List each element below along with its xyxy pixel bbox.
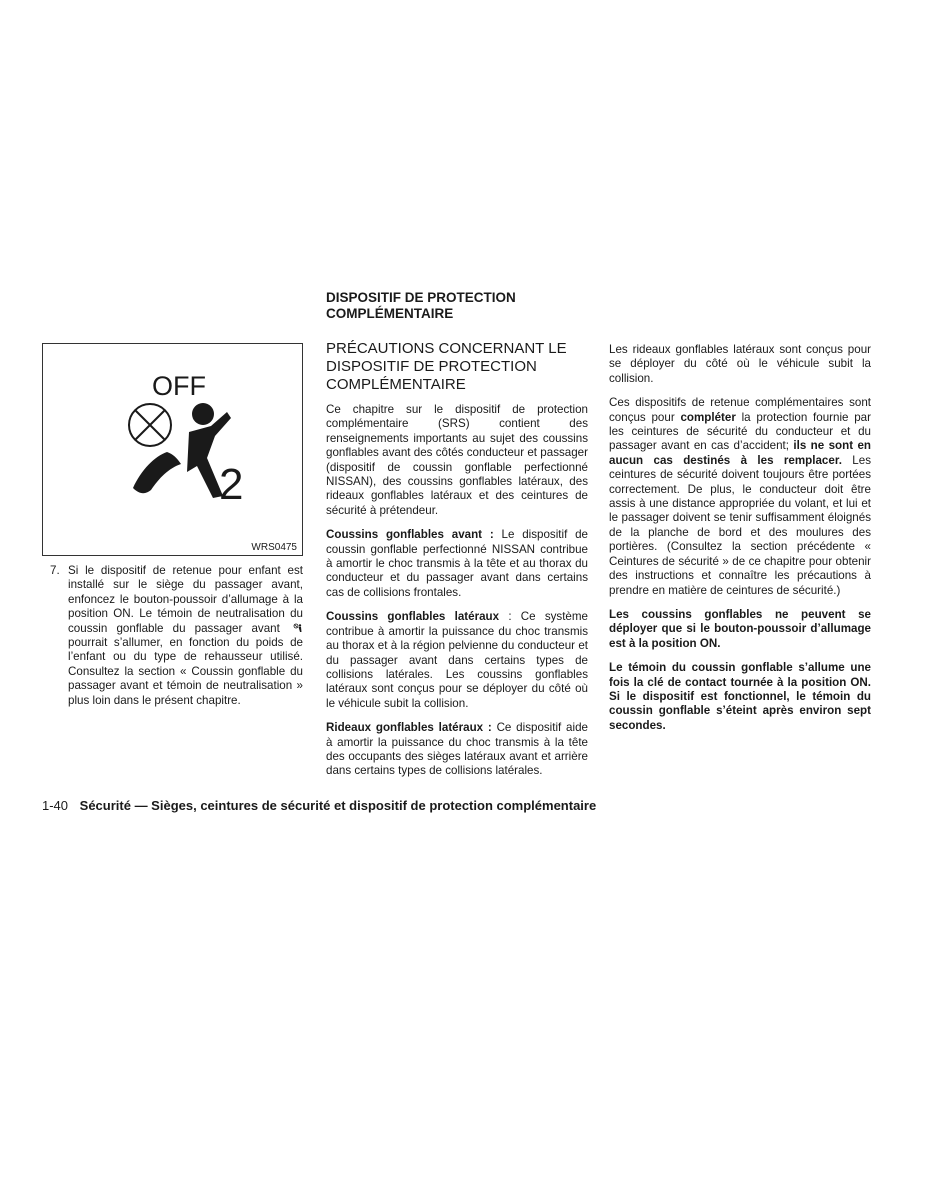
p2-text-a: Ces dispositifs de retenue complémentaires sont conçus pour — [609, 396, 871, 424]
page-footer — [42, 798, 596, 813]
middle-column — [326, 403, 588, 789]
section-subheading: PRÉCAUTIONS CONCERNANT LE DISPOSITIF DE PROTECTION COMPLÉMENTAIRE — [326, 340, 567, 393]
airbag-off-passenger-icon — [115, 396, 245, 501]
footer-title: Sécurité — Sièges, ceintures de sécurité et dispositif de protection complémentaire — [79, 798, 597, 813]
p2-text-c: la protection fournie par les ceintures de sécurité du conducteur et du passager avant en cas d’accident; — [609, 410, 871, 453]
airbag-off-figure — [42, 343, 303, 556]
svg-text:2: 2 — [219, 460, 244, 501]
curtain-airbag-paragraph — [326, 721, 588, 779]
front-airbag-paragraph — [326, 528, 588, 600]
right-paragraph-2 — [609, 396, 871, 598]
list-text-before-icon: Si le dispositif de retenue pour enfant est installé sur le siège du passager avant, enfoncez le bouton-poussoir d’allumage à la position ON. Le témoin de neutralisation du coussin gonflable du passager avant — [68, 564, 303, 635]
side-airbag-text: : Ce système contribue à amortir la puissance du choc transmis au thorax et à la région pelvienne du conducteur et du passager avant dans certains types de collisions latérales. Les coussins gonflables latéraux sont conçus pour se déployer du côté où le véhicule subit la collision. — [326, 610, 588, 710]
intro-paragraph: Ce chapitre sur le dispositif de protection complémentaire (SRS) contient des renseignements importants au sujet des coussins gonflables avant des côtés conducteur et passager (dispositif de coussin gonflable perfectionné NISSAN), des coussins gonflables latéraux, des rideaux gonflables latéraux et des ceintures de sécurité à prétendeur. — [326, 403, 588, 517]
right-paragraph-3: Les coussins gonflables ne peuvent se déployer que si le bouton-poussoir d’allumage est à la position ON. — [609, 607, 871, 650]
right-paragraph-1: Les rideaux gonflables latéraux sont conçus pour se déployer du côté où le véhicule subit la collision. — [609, 343, 871, 385]
curtain-airbag-text: Ce dispositif aide à amortir la puissance du choc transmis à la tête des occupants des sièges latéraux avant et arrière dans certains types de collisions latérales. — [326, 721, 588, 778]
p2-bold-warning: ils ne sont en aucun cas destinés à les remplacer. — [609, 439, 871, 467]
list-text — [68, 564, 303, 708]
figure-off-label: OFF — [152, 371, 206, 401]
passenger-airbag-off-icon — [293, 623, 303, 633]
side-airbag-label: Coussins gonflables latéraux — [326, 610, 500, 624]
front-airbag-label: Coussins gonflables avant : — [326, 528, 494, 542]
right-paragraph-4: Le témoin du coussin gonflable s’allume une fois la clé de contact tournée à la position ON. Si le dispositif est fonctionnel, le témoin du coussin gonflable s’éteint après environ sept secondes. — [609, 661, 871, 732]
p2-bold-complete: compléter — [680, 410, 736, 424]
curtain-airbag-label: Rideaux gonflables latéraux : — [326, 721, 492, 735]
right-column — [609, 343, 871, 743]
list-number: 7. — [50, 564, 60, 577]
list-text-after-icon: pourrait s’allumer, en fonction du poids de l’enfant ou du type de rehausseur utilisé. Consultez la section « Coussin gonflable du passager avant et témoin de neutralisation » plus loin dans le présent chapitre. — [68, 636, 303, 707]
p2-text-e: Les ceintures de sécurité doivent toujours être portées correctement. De plus, le conducteur doit être assis à une distance appropriée du volant, et lui et le passager doivent se tenir suffisamment éloignés de la planche de bord et des moulures des portières. (Consultez la section précédente « Ceintures de sécurité » de ce chapitre pour obtenir des instructions et connaître les précautions à prendre en matière de ceintures de sécurité.) — [609, 453, 871, 597]
list-item — [50, 564, 303, 708]
page-number: 1-40 — [42, 798, 69, 813]
section-heading: DISPOSITIF DE PROTECTION COMPLÉMENTAIRE — [326, 290, 516, 321]
figure-code: WRS0475 — [251, 542, 297, 553]
side-airbag-paragraph — [326, 610, 588, 711]
front-airbag-text: Le dispositif de coussin gonflable perfectionné NISSAN contribue à amortir le choc transmis à la tête et au thorax du conducteur et du passager avant dans certains cas de collisions frontales. — [326, 528, 588, 599]
